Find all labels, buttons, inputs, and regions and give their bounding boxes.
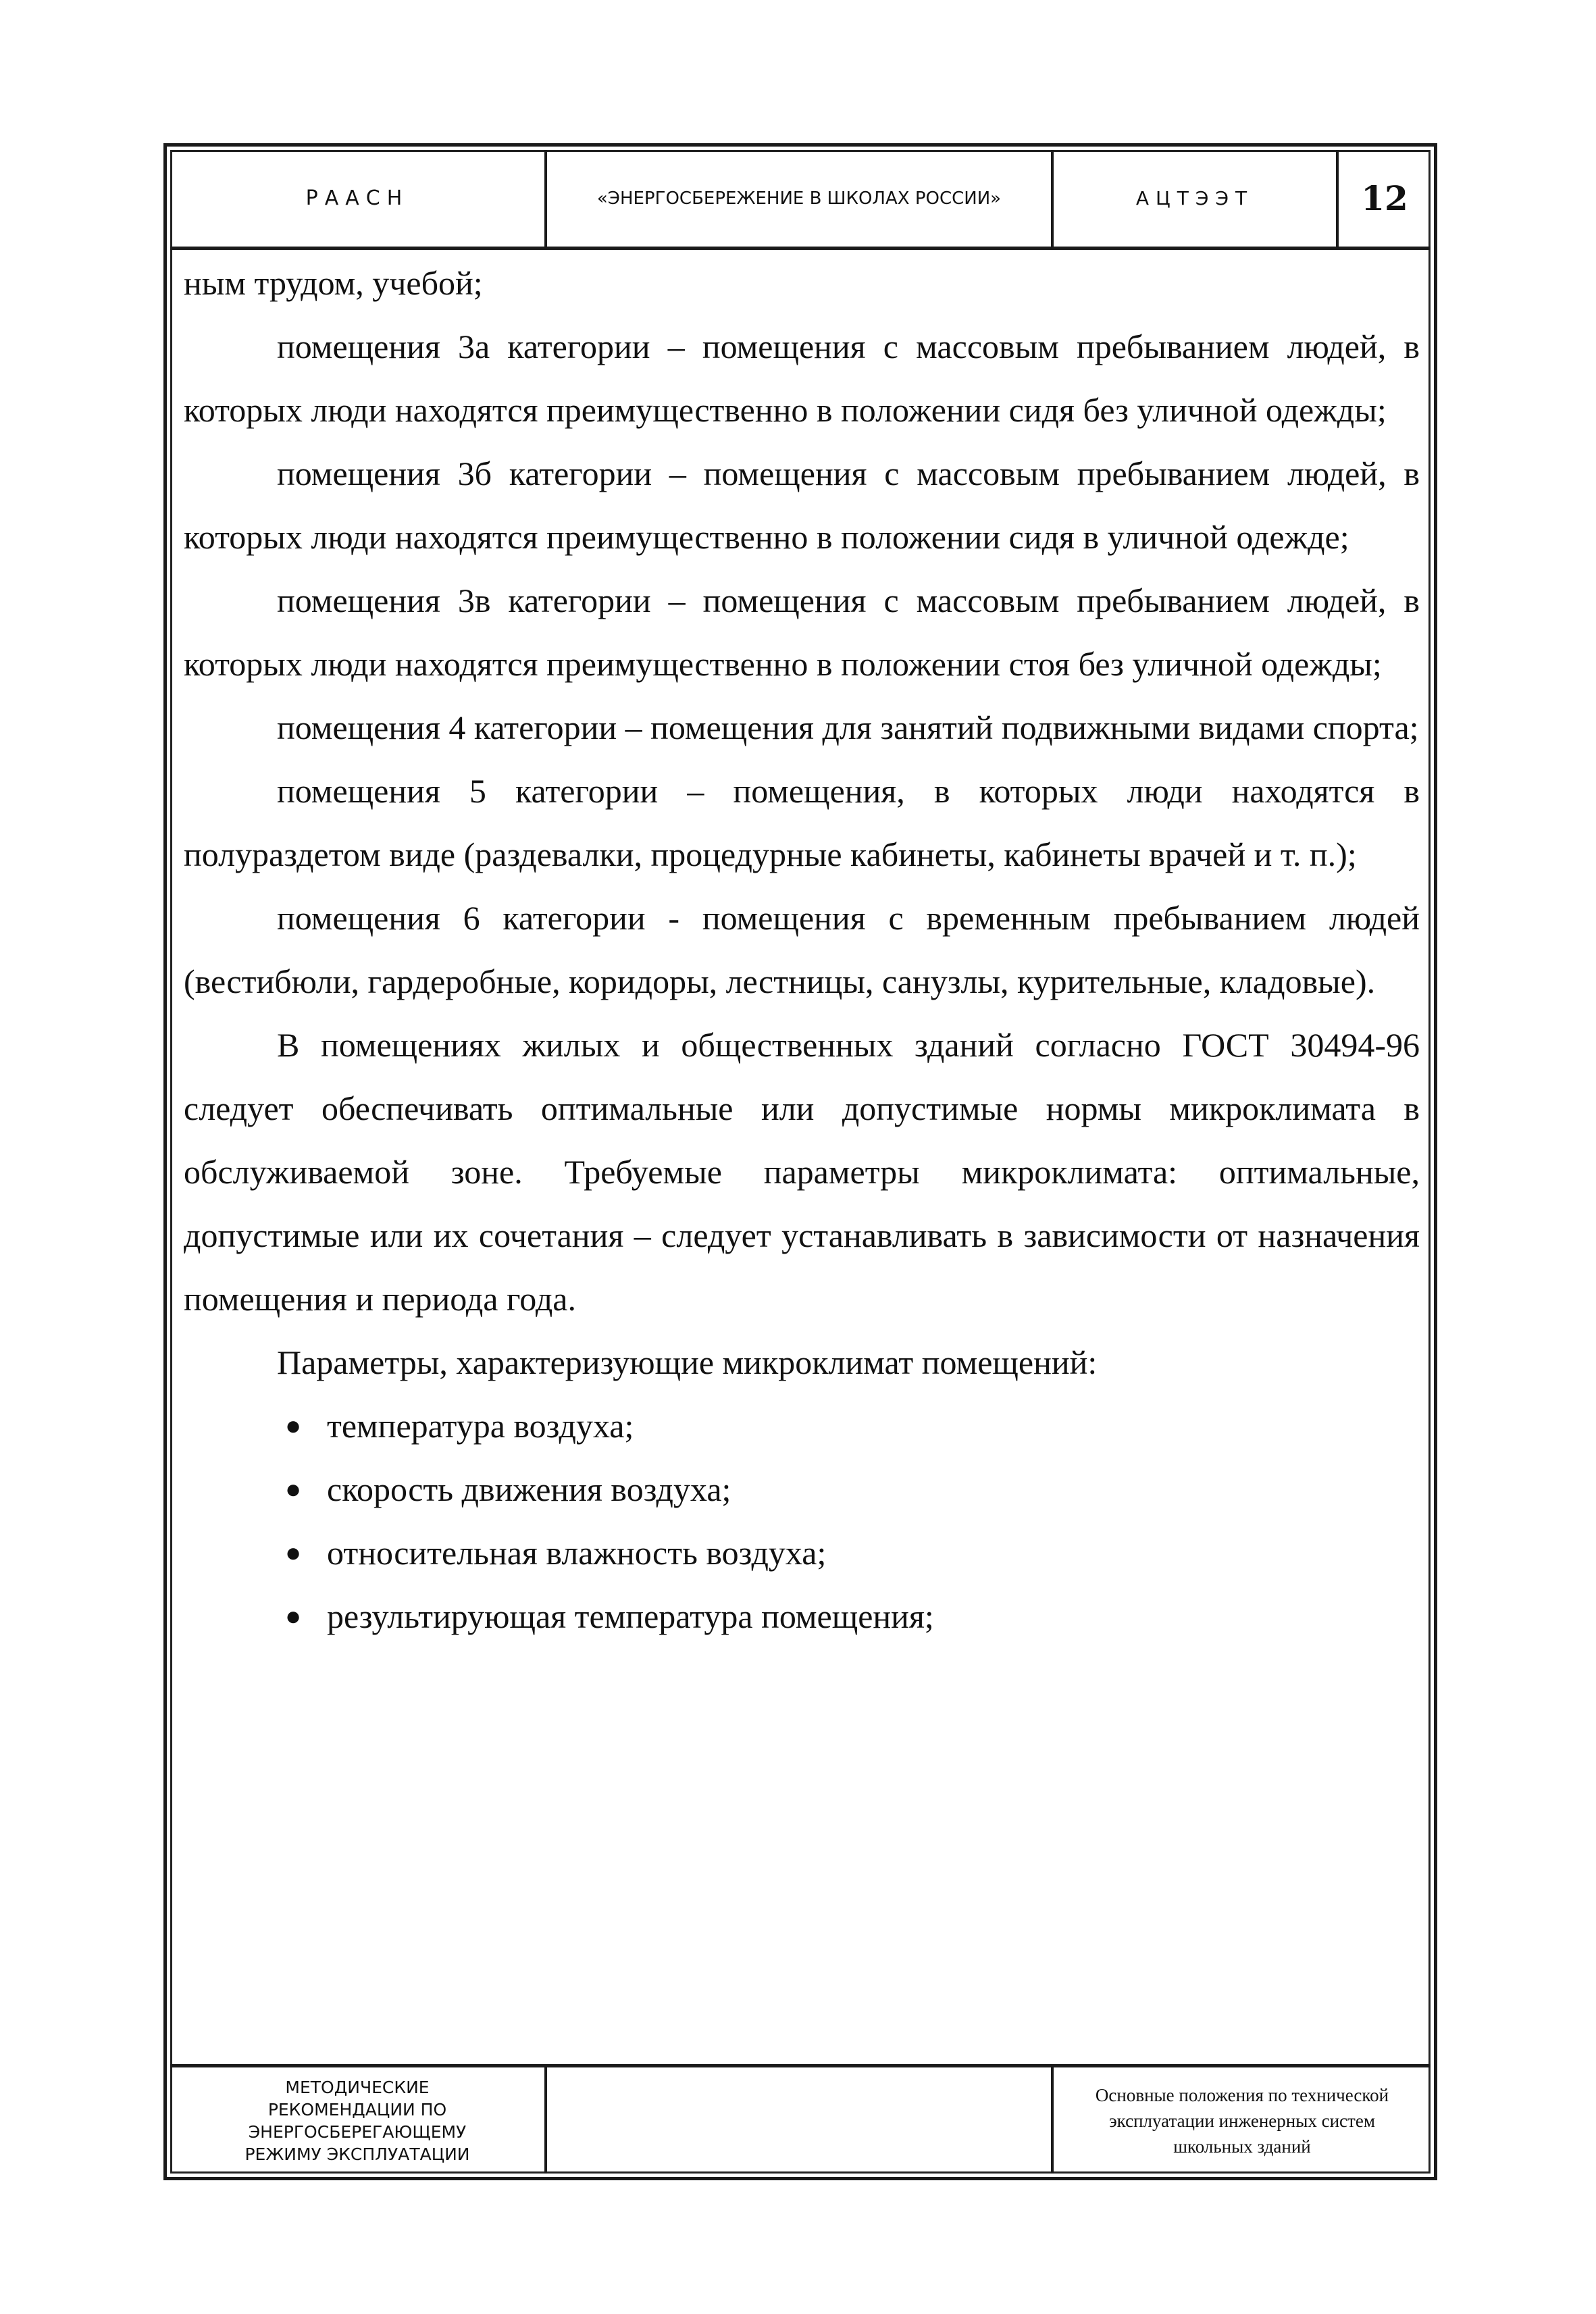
list-item [184,1585,1420,1648]
list-item [184,1458,1420,1521]
list-item-text: температура воздуха; [327,1407,634,1445]
header-org: РААСН [170,150,547,247]
footer-right [1054,2067,1431,2174]
list-item [184,1521,1420,1585]
paragraph-category-4: помещения 4 категории – помещения для занятий подвижными видами спорта; [277,709,1419,746]
header-title: «ЭНЕРГОСБЕРЕЖЕНИЕ В ШКОЛАХ РОССИИ» [547,150,1054,247]
footer-middle [547,2067,1054,2174]
list-item [184,1394,1420,1458]
bullet-icon: ● [285,1601,302,1631]
footer-left-line: РЕЖИМУ ЭКСПЛУАТАЦИИ [244,2144,470,2164]
footer-left [170,2067,547,2174]
document-body [184,251,1420,1648]
footer-left-line: РЕКОМЕНДАЦИИ ПО [267,2099,447,2119]
list-item-text: скорость движения воздуха; [327,1470,731,1508]
parameters-list [184,1394,1420,1648]
list-item-text: относительная влажность воздуха; [327,1534,827,1572]
list-item-text: результирующая температура помещения; [327,1597,934,1635]
bullet-icon: ● [285,1410,302,1441]
paragraph-category-6: помещения 6 категории - помещения с временным пребыванием людей (вестибюли, гардеробные, коридоры, лестницы, санузлы, курительные, кладовые). [184,899,1420,1000]
header-org2: АЦТЭЭТ [1054,150,1339,247]
page-number: 12 [1361,178,1408,218]
paragraph-category-3b: помещения 3б категории – помещения с массовым пребыванием людей, в которых люди находятся преимущественно в положении сидя в уличной одежде; [184,455,1420,556]
bullet-icon: ● [285,1537,302,1568]
paragraph-continuation: ным трудом, учебой; [184,264,483,302]
paragraph-category-5: помещения 5 категории – помещения, в которых люди находятся в полураздетом виде (раздевалки, процедурные кабинеты, кабинеты врачей и т. п.); [184,772,1420,873]
paragraph-gost: В помещениях жилых и общественных зданий согласно ГОСТ 30494-96 следует обеспечивать оптимальные или допустимые нормы микроклимата в обслуживаемой зоне. Требуемые параметры микроклимата: оптимальные, допустимые или их сочетания – следует устанавливать в зависимости от назначения помещения и периода года. [184,1026,1420,1318]
page-footer [170,2064,1431,2174]
footer-right-line: Основные положения по технической [1095,2084,1389,2105]
footer-left-line: ЭНЕРГОСБЕРЕГАЮЩЕМУ [248,2122,467,2142]
footer-left-line: МЕТОДИЧЕСКИЕ [285,2077,430,2097]
paragraph-category-3v: помещения 3в категории – помещения с массовым пребыванием людей, в которых люди находятся преимущественно в положении стоя без уличной одежды; [184,582,1420,683]
page-header [170,150,1431,250]
footer-right-line: школьных зданий [1173,2136,1311,2157]
paragraph-category-3a: помещения 3а категории – помещения с массовым пребыванием людей, в которых люди находятся преимущественно в положении сидя без уличной одежды; [184,328,1420,429]
bullet-icon: ● [285,1474,302,1504]
paragraph-parameters-intro: Параметры, характеризующие микроклимат помещений: [277,1343,1098,1381]
footer-right-line: эксплуатации инженерных систем [1109,2110,1375,2131]
